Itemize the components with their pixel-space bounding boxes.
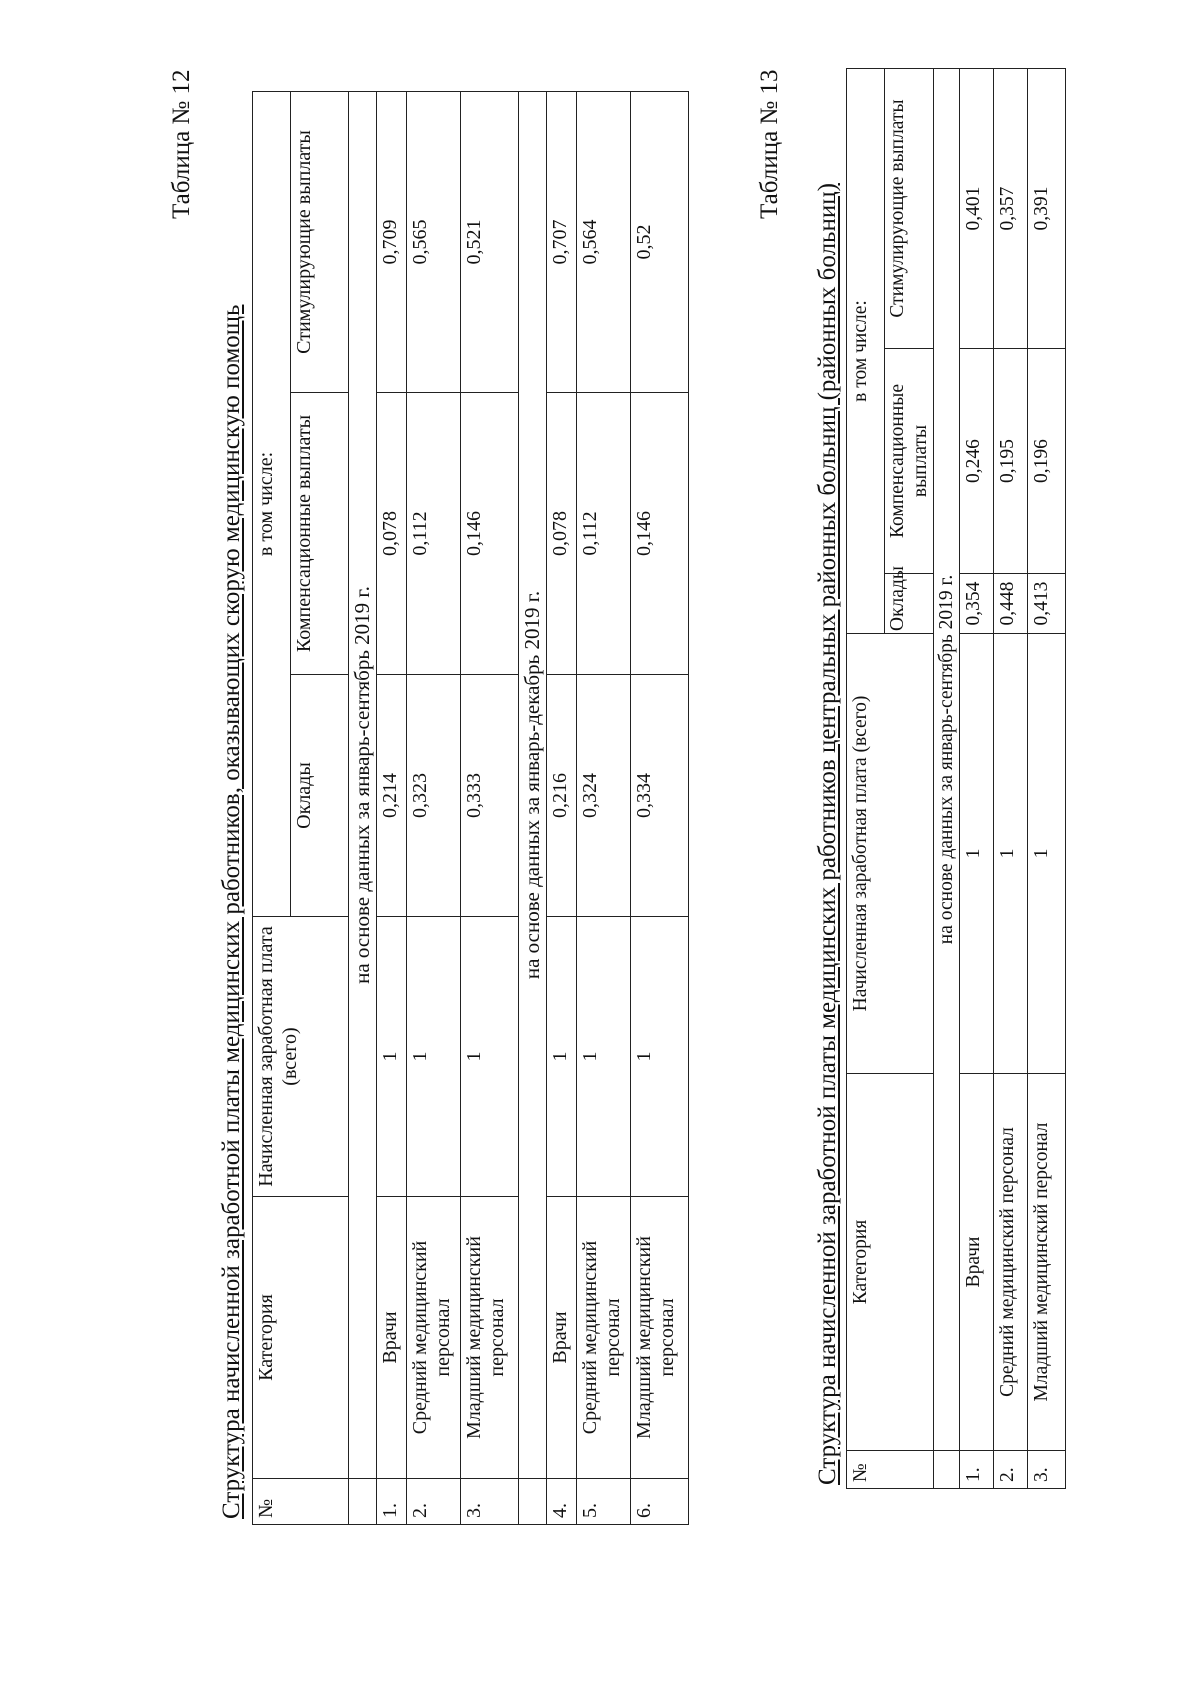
col-header-including: в том числе: xyxy=(847,69,885,634)
col-header-compensation: Компенсационные выплаты xyxy=(291,393,349,675)
col-header-stimulating: Стимулирующие выплаты xyxy=(291,91,349,392)
table-row: 2. Средний медицинский персонал 1 0,448 0,195 0,357 xyxy=(994,69,1028,1489)
table-13-number: Таблица № 13 xyxy=(756,69,783,219)
section-label: на основе данных за январь-декабрь 2019 г. xyxy=(518,91,546,1478)
table-13-title: Структура начисленной заработной платы медицинских работников центральных районных больниц (районных больниц) xyxy=(814,183,841,1485)
col-header-category: Категория xyxy=(253,1197,349,1479)
col-header-total: Начисленная заработная плата (всего) xyxy=(847,634,934,1074)
table-12-title: Структура начисленной заработной платы медицинских работников, оказывающих скорую медицинскую помощь xyxy=(218,304,245,1519)
col-header-salaries: Оклады xyxy=(291,675,349,917)
col-header-num: № xyxy=(847,1451,934,1489)
col-header-compensation: Компенсационные выплаты xyxy=(885,349,934,574)
table-row: 1. Врачи 1 0,214 0,078 0,709 xyxy=(376,91,406,1524)
section-label: на основе данных за январь-сентябрь 2019 г. xyxy=(349,91,377,1478)
table-13 xyxy=(846,68,1066,1489)
table-12 xyxy=(252,91,689,1525)
table-row: 3. Младший медицинский персонал 1 0,413 0,196 0,391 xyxy=(1028,69,1066,1489)
table-row: 1. Врачи 1 0,354 0,246 0,401 xyxy=(960,69,994,1489)
table-row: 4. Врачи 1 0,216 0,078 0,707 xyxy=(546,91,576,1524)
col-header-total: Начисленная заработная плата (всего) xyxy=(253,917,349,1197)
table-12-number: Таблица № 12 xyxy=(168,69,195,219)
col-header-including: в том числе: xyxy=(253,91,291,916)
col-header-stimulating: Стимулирующие выплаты xyxy=(885,69,934,349)
col-header-category: Категория xyxy=(847,1074,934,1451)
section-label: на основе данных за январь-сентябрь 2019 г. xyxy=(934,69,960,1451)
col-header-salaries: Оклады xyxy=(885,574,934,634)
col-header-num: № xyxy=(253,1479,349,1525)
table-row: 3. Младший медицинский персонал 1 0,333 0,146 0,521 xyxy=(460,91,518,1524)
table-row: 6. Младший медицинский персонал 1 0,334 0,146 0,52 xyxy=(630,91,688,1524)
table-row: 5. Средний медицинский персонал 1 0,324 0,112 0,564 xyxy=(576,91,630,1524)
table-row: 2. Средний медицинский персонал 1 0,323 0,112 0,565 xyxy=(406,91,460,1524)
